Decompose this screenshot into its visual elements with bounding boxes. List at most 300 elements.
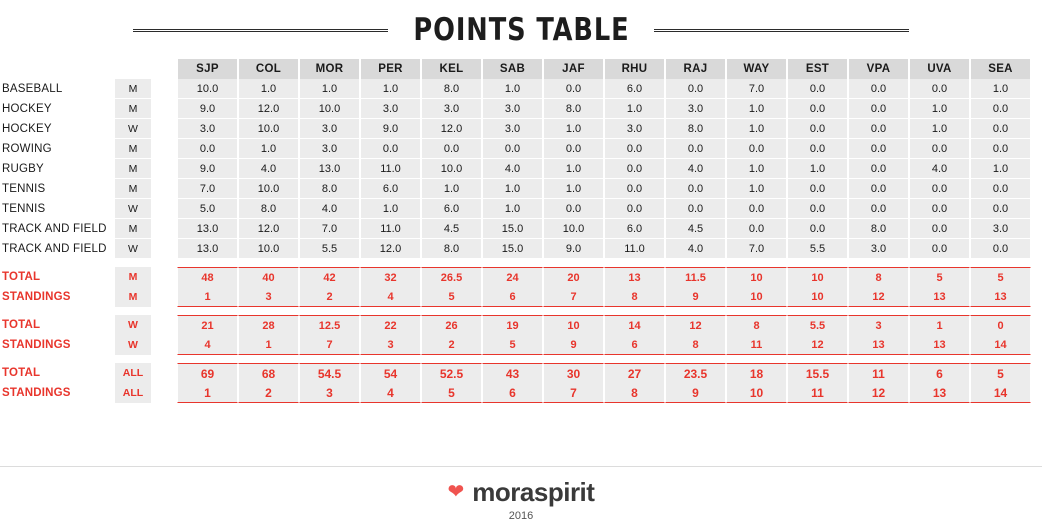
gender-label: M: [114, 219, 152, 239]
score-cell: 0.0: [909, 79, 970, 99]
score-cell: 0.0: [970, 179, 1031, 199]
total-cell: 26.5: [421, 267, 482, 287]
score-cell: 0.0: [909, 199, 970, 219]
score-cell: 1.0: [238, 139, 299, 159]
score-cell: 0.0: [787, 119, 848, 139]
gender-label: M: [114, 179, 152, 199]
score-cell: 5.5: [299, 239, 360, 259]
score-cell: 0.0: [543, 79, 604, 99]
gap-cell: [152, 287, 177, 307]
score-cell: 13.0: [177, 239, 238, 259]
gap-cell: [152, 383, 177, 403]
score-cell: 4.0: [909, 159, 970, 179]
score-cell: 13.0: [177, 219, 238, 239]
total-cell: 19: [482, 315, 543, 335]
score-cell: 8.0: [543, 99, 604, 119]
standings-cell: 4: [360, 383, 421, 403]
score-cell: 4.0: [482, 159, 543, 179]
column-header: SAB: [482, 58, 543, 79]
table-header: [2, 58, 1031, 79]
standings-label: STANDINGS: [2, 387, 71, 399]
total-label: TOTAL: [2, 271, 41, 283]
gap-cell: [152, 267, 177, 287]
score-cell: 0.0: [604, 139, 665, 159]
standings-cell: 13: [909, 383, 970, 403]
score-cell: 3.0: [177, 119, 238, 139]
score-cell: 0.0: [909, 179, 970, 199]
total-cell: 12.5: [299, 315, 360, 335]
standings-cell: 8: [665, 335, 726, 355]
standings-row: [2, 287, 1031, 307]
score-cell: 3.0: [299, 119, 360, 139]
column-header: RAJ: [665, 58, 726, 79]
score-cell: 0.0: [665, 199, 726, 219]
score-cell: 1.0: [360, 199, 421, 219]
gap-cell: [152, 139, 177, 159]
standings-cell: 12: [848, 287, 909, 307]
gap-cell: [152, 159, 177, 179]
total-cell: 27: [604, 363, 665, 383]
score-cell: 10.0: [421, 159, 482, 179]
total-cell: 8: [848, 267, 909, 287]
score-cell: 0.0: [970, 99, 1031, 119]
total-cell: 12: [665, 315, 726, 335]
standings-gender: M: [114, 287, 152, 307]
standings-label: STANDINGS: [2, 291, 71, 303]
standings-cell: 10: [726, 287, 787, 307]
total-gender: M: [114, 267, 152, 287]
score-cell: 8.0: [421, 239, 482, 259]
column-header: EST: [787, 58, 848, 79]
score-cell: 4.0: [665, 239, 726, 259]
table-row: [2, 219, 1031, 239]
score-cell: 0.0: [604, 199, 665, 219]
row-spacer: [2, 355, 1031, 363]
total-cell: 0: [970, 315, 1031, 335]
total-cell: 3: [848, 315, 909, 335]
score-cell: 6.0: [421, 199, 482, 219]
score-cell: 1.0: [909, 99, 970, 119]
score-cell: 10.0: [238, 179, 299, 199]
score-cell: 0.0: [726, 199, 787, 219]
score-cell: 9.0: [543, 239, 604, 259]
total-gender: W: [114, 315, 152, 335]
page-title-bar: [0, 0, 1042, 46]
score-cell: 15.0: [482, 239, 543, 259]
table-row: [2, 179, 1031, 199]
total-cell: 1: [909, 315, 970, 335]
standings-cell: 3: [360, 335, 421, 355]
score-cell: 0.0: [970, 199, 1031, 219]
score-cell: 7.0: [299, 219, 360, 239]
score-cell: 0.0: [787, 79, 848, 99]
sport-label: HOCKEY: [2, 123, 52, 135]
score-cell: 1.0: [909, 119, 970, 139]
standings-cell: 8: [604, 287, 665, 307]
score-cell: 1.0: [726, 179, 787, 199]
total-row: [2, 267, 1031, 287]
sport-label: BASEBALL: [2, 83, 63, 95]
total-cell: 30: [543, 363, 604, 383]
row-spacer-cell: [2, 355, 1031, 363]
score-cell: 0.0: [848, 139, 909, 159]
score-cell: 12.0: [421, 119, 482, 139]
total-label: TOTAL: [2, 319, 41, 331]
column-header: KEL: [421, 58, 482, 79]
standings-cell: 1: [177, 287, 238, 307]
score-cell: 7.0: [726, 239, 787, 259]
total-cell: 21: [177, 315, 238, 335]
score-cell: 1.0: [543, 159, 604, 179]
header-sport-col: [2, 58, 114, 79]
score-cell: 5.0: [177, 199, 238, 219]
total-cell: 23.5: [665, 363, 726, 383]
total-cell: 11: [848, 363, 909, 383]
score-cell: 0.0: [543, 139, 604, 159]
title-rule-left: [133, 29, 388, 32]
standings-cell: 6: [604, 335, 665, 355]
score-cell: 8.0: [299, 179, 360, 199]
score-cell: 0.0: [665, 79, 726, 99]
gap-cell: [152, 335, 177, 355]
score-cell: 1.0: [726, 99, 787, 119]
score-cell: 0.0: [787, 139, 848, 159]
standings-cell: 14: [970, 335, 1031, 355]
score-cell: 0.0: [848, 159, 909, 179]
column-header: SJP: [177, 58, 238, 79]
score-cell: 1.0: [543, 179, 604, 199]
sport-label: TRACK AND FIELD: [2, 243, 107, 255]
score-cell: 0.0: [970, 139, 1031, 159]
gap-cell: [152, 119, 177, 139]
score-cell: 10.0: [543, 219, 604, 239]
title-rule-right: [654, 29, 909, 32]
standings-row: [2, 383, 1031, 403]
total-cell: 5.5: [787, 315, 848, 335]
column-header: VPA: [848, 58, 909, 79]
score-cell: 0.0: [848, 199, 909, 219]
score-cell: 1.0: [970, 159, 1031, 179]
score-cell: 8.0: [665, 119, 726, 139]
standings-label: STANDINGS: [2, 339, 71, 351]
standings-cell: 13: [848, 335, 909, 355]
standings-cell: 5: [482, 335, 543, 355]
table-row: [2, 139, 1031, 159]
total-cell: 5: [970, 363, 1031, 383]
score-cell: 9.0: [360, 119, 421, 139]
score-cell: 10.0: [177, 79, 238, 99]
brand-year: 2016: [508, 509, 534, 522]
score-cell: 1.0: [482, 79, 543, 99]
score-cell: 6.0: [604, 219, 665, 239]
total-cell: 22: [360, 315, 421, 335]
score-cell: 9.0: [177, 99, 238, 119]
score-cell: 12.0: [360, 239, 421, 259]
score-cell: 7.0: [726, 79, 787, 99]
score-cell: 0.0: [787, 99, 848, 119]
standings-cell: 12: [787, 335, 848, 355]
table-row: [2, 119, 1031, 139]
score-cell: 0.0: [787, 219, 848, 239]
total-cell: 54: [360, 363, 421, 383]
table-header-row: [2, 58, 1031, 79]
table-row: [2, 79, 1031, 99]
gender-label: M: [114, 99, 152, 119]
score-cell: 4.5: [665, 219, 726, 239]
score-cell: 15.0: [482, 219, 543, 239]
score-cell: 0.0: [970, 239, 1031, 259]
score-cell: 0.0: [909, 239, 970, 259]
score-cell: 10.0: [238, 119, 299, 139]
gap-cell: [152, 219, 177, 239]
score-cell: 3.0: [604, 119, 665, 139]
score-cell: 4.0: [238, 159, 299, 179]
score-cell: 1.0: [726, 119, 787, 139]
standings-cell: 10: [726, 383, 787, 403]
column-header: SEA: [970, 58, 1031, 79]
total-row: [2, 315, 1031, 335]
score-cell: 10.0: [238, 239, 299, 259]
column-header: COL: [238, 58, 299, 79]
gap-cell: [152, 363, 177, 383]
standings-cell: 7: [299, 335, 360, 355]
total-cell: 26: [421, 315, 482, 335]
brand-name: moraspirit: [472, 476, 595, 507]
score-cell: 0.0: [848, 179, 909, 199]
total-label: TOTAL: [2, 367, 41, 379]
standings-gender: ALL: [114, 383, 152, 403]
total-cell: 10: [787, 267, 848, 287]
total-cell: 69: [177, 363, 238, 383]
score-cell: 3.0: [360, 99, 421, 119]
column-header: UVA: [909, 58, 970, 79]
standings-cell: 7: [543, 383, 604, 403]
row-spacer: [2, 259, 1031, 267]
gender-label: W: [114, 119, 152, 139]
table-row: [2, 239, 1031, 259]
standings-cell: 1: [177, 383, 238, 403]
total-gender: ALL: [114, 363, 152, 383]
standings-cell: 2: [299, 287, 360, 307]
total-cell: 5: [909, 267, 970, 287]
gap-cell: [152, 179, 177, 199]
score-cell: 1.0: [299, 79, 360, 99]
total-cell: 52.5: [421, 363, 482, 383]
points-table: [2, 58, 1031, 403]
total-cell: 42: [299, 267, 360, 287]
total-cell: 68: [238, 363, 299, 383]
sport-label: TENNIS: [2, 183, 46, 195]
score-cell: 0.0: [726, 219, 787, 239]
sport-label: TENNIS: [2, 203, 46, 215]
sport-label: TRACK AND FIELD: [2, 223, 107, 235]
table-row: [2, 99, 1031, 119]
total-cell: 15.5: [787, 363, 848, 383]
total-cell: 6: [909, 363, 970, 383]
standings-cell: 1: [238, 335, 299, 355]
score-cell: 3.0: [970, 219, 1031, 239]
gender-label: W: [114, 199, 152, 219]
total-cell: 10: [543, 315, 604, 335]
column-header: JAF: [543, 58, 604, 79]
column-header: RHU: [604, 58, 665, 79]
table-body: [2, 79, 1031, 403]
score-cell: 3.0: [299, 139, 360, 159]
score-cell: 3.0: [421, 99, 482, 119]
score-cell: 1.0: [726, 159, 787, 179]
score-cell: 1.0: [970, 79, 1031, 99]
standings-cell: 11: [726, 335, 787, 355]
score-cell: 0.0: [177, 139, 238, 159]
score-cell: 3.0: [482, 119, 543, 139]
score-cell: 8.0: [238, 199, 299, 219]
gap-cell: [152, 79, 177, 99]
gender-label: M: [114, 79, 152, 99]
page-title: POINTS TABLE: [412, 12, 630, 48]
standings-cell: 9: [665, 383, 726, 403]
standings-cell: 12: [848, 383, 909, 403]
score-cell: 10.0: [299, 99, 360, 119]
footer: [0, 466, 1042, 531]
score-cell: 0.0: [909, 219, 970, 239]
score-cell: 7.0: [177, 179, 238, 199]
total-cell: 11.5: [665, 267, 726, 287]
gender-label: M: [114, 139, 152, 159]
score-cell: 1.0: [238, 79, 299, 99]
score-cell: 8.0: [421, 79, 482, 99]
score-cell: 6.0: [604, 79, 665, 99]
standings-cell: 10: [787, 287, 848, 307]
standings-cell: 3: [238, 287, 299, 307]
column-header: MOR: [299, 58, 360, 79]
table-row: [2, 159, 1031, 179]
score-cell: 4.0: [665, 159, 726, 179]
total-cell: 48: [177, 267, 238, 287]
score-cell: 0.0: [360, 139, 421, 159]
table-row: [2, 199, 1031, 219]
total-cell: 5: [970, 267, 1031, 287]
sport-label: ROWING: [2, 143, 52, 155]
row-spacer-cell: [2, 259, 1031, 267]
score-cell: 13.0: [299, 159, 360, 179]
score-cell: 0.0: [848, 119, 909, 139]
standings-cell: 13: [909, 335, 970, 355]
sport-label: RUGBY: [2, 163, 44, 175]
score-cell: 1.0: [482, 179, 543, 199]
score-cell: 1.0: [360, 79, 421, 99]
total-cell: 8: [726, 315, 787, 335]
score-cell: 9.0: [177, 159, 238, 179]
gender-label: M: [114, 159, 152, 179]
standings-cell: 11: [787, 383, 848, 403]
score-cell: 0.0: [909, 139, 970, 159]
total-cell: 20: [543, 267, 604, 287]
points-table-area: [0, 58, 1042, 403]
score-cell: 3.0: [482, 99, 543, 119]
total-cell: 43: [482, 363, 543, 383]
standings-cell: 13: [970, 287, 1031, 307]
score-cell: 0.0: [787, 179, 848, 199]
standings-cell: 6: [482, 383, 543, 403]
column-header: PER: [360, 58, 421, 79]
score-cell: 4.5: [421, 219, 482, 239]
score-cell: 0.0: [604, 179, 665, 199]
total-cell: 40: [238, 267, 299, 287]
score-cell: 6.0: [360, 179, 421, 199]
total-cell: 28: [238, 315, 299, 335]
row-spacer-cell: [2, 307, 1031, 315]
score-cell: 3.0: [848, 239, 909, 259]
total-cell: 14: [604, 315, 665, 335]
score-cell: 4.0: [299, 199, 360, 219]
score-cell: 0.0: [726, 139, 787, 159]
score-cell: 0.0: [665, 179, 726, 199]
score-cell: 0.0: [848, 99, 909, 119]
score-cell: 0.0: [543, 199, 604, 219]
header-gender-col: [114, 58, 152, 79]
score-cell: 3.0: [665, 99, 726, 119]
score-cell: 0.0: [665, 139, 726, 159]
score-cell: 11.0: [360, 159, 421, 179]
total-cell: 10: [726, 267, 787, 287]
heart-icon: ❤: [447, 481, 465, 503]
score-cell: 12.0: [238, 99, 299, 119]
gap-cell: [152, 315, 177, 335]
score-cell: 0.0: [787, 199, 848, 219]
standings-cell: 5: [421, 383, 482, 403]
score-cell: 1.0: [421, 179, 482, 199]
standings-cell: 6: [482, 287, 543, 307]
standings-cell: 13: [909, 287, 970, 307]
standings-cell: 5: [421, 287, 482, 307]
standings-cell: 3: [299, 383, 360, 403]
score-cell: 0.0: [604, 159, 665, 179]
gap-cell: [152, 239, 177, 259]
score-cell: 0.0: [970, 119, 1031, 139]
total-cell: 13: [604, 267, 665, 287]
gap-cell: [152, 199, 177, 219]
standings-gender: W: [114, 335, 152, 355]
standings-cell: 4: [177, 335, 238, 355]
score-cell: 8.0: [848, 219, 909, 239]
score-cell: 0.0: [421, 139, 482, 159]
standings-cell: 4: [360, 287, 421, 307]
score-cell: 11.0: [604, 239, 665, 259]
sport-label: HOCKEY: [2, 103, 52, 115]
standings-cell: 8: [604, 383, 665, 403]
standings-cell: 14: [970, 383, 1031, 403]
column-header: WAY: [726, 58, 787, 79]
standings-cell: 9: [543, 335, 604, 355]
standings-cell: 2: [238, 383, 299, 403]
standings-cell: 7: [543, 287, 604, 307]
score-cell: 0.0: [482, 139, 543, 159]
score-cell: 5.5: [787, 239, 848, 259]
score-cell: 12.0: [238, 219, 299, 239]
gender-label: W: [114, 239, 152, 259]
score-cell: 1.0: [787, 159, 848, 179]
gap-cell: [152, 99, 177, 119]
score-cell: 1.0: [482, 199, 543, 219]
standings-row: [2, 335, 1031, 355]
header-gap-col: [152, 58, 177, 79]
total-cell: 24: [482, 267, 543, 287]
total-row: [2, 363, 1031, 383]
score-cell: 1.0: [543, 119, 604, 139]
brand-lockup: [448, 477, 595, 508]
score-cell: 11.0: [360, 219, 421, 239]
total-cell: 32: [360, 267, 421, 287]
